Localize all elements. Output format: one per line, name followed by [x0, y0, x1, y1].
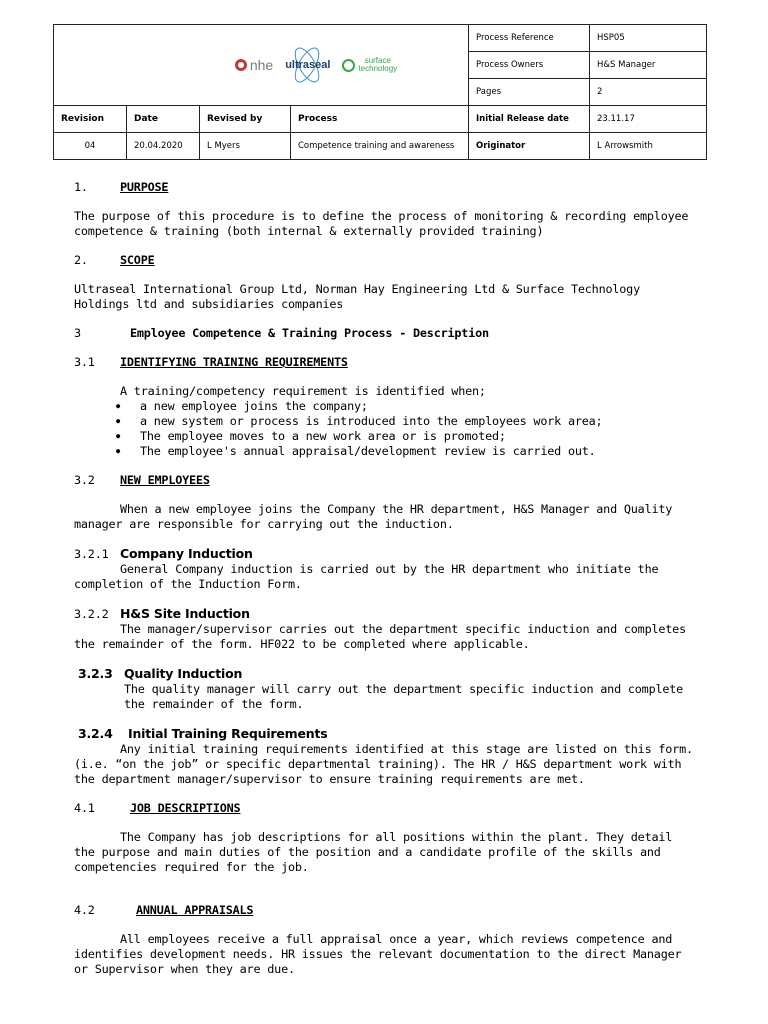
section-number: 3.2.1 — [74, 547, 109, 561]
list-item: ● The employee's annual appraisal/development review is carried out. — [140, 444, 694, 459]
surface-technology-logo-icon — [342, 59, 355, 72]
pages-value: 2 — [590, 79, 707, 106]
nhe-logo-icon — [235, 59, 247, 71]
section-title: H&S Site Induction — [120, 606, 250, 621]
section-2-heading — [74, 253, 694, 268]
section-number: 1. — [74, 180, 88, 194]
section-3-2-2-heading — [74, 606, 694, 622]
section-number: 4.1 — [74, 801, 95, 815]
process-header: Process — [291, 106, 469, 133]
section-number: 3.2.2 — [74, 607, 109, 621]
new-employees-text: When a new employee joins the Company the HR department, H&S Manager and Quality manager are responsible for carrying out the induction. — [74, 502, 673, 531]
section-title: PURPOSE — [120, 180, 169, 194]
company-induction-text: General Company induction is carried out by the HR department who initiate the completion of the Induction Form. — [74, 562, 659, 591]
section-number: 3.1 — [74, 355, 95, 369]
logo-cell — [54, 25, 469, 106]
section-3-2-1-heading — [74, 546, 694, 562]
document-header-table — [53, 24, 707, 160]
section-4-1-heading — [74, 801, 694, 816]
section-3-2-3-heading — [74, 666, 694, 682]
section-number: 3.2 — [74, 473, 95, 487]
initial-training-text: Any initial training requirements identified at this stage are listed on this form. (i.e. “on the job” or specific departmental training). The HR / H&S department work with the department manager/supervisor to ensure training requirements are met. — [74, 742, 693, 786]
section-title: ANNUAL APPRAISALS — [136, 903, 254, 917]
initial-release-label: Initial Release date — [469, 106, 590, 133]
scope-text: Ultraseal International Group Ltd, Norman Hay Engineering Ltd & Surface Technology Holdings ltd and subsidiaries companies — [74, 282, 640, 311]
revised-by-value: L Myers — [200, 133, 291, 160]
quality-induction-text: The quality manager will carry out the department specific induction and complete the remainder of the form. — [124, 682, 684, 711]
section-3-1-heading — [74, 355, 694, 370]
process-reference-value: HSP05 — [590, 25, 707, 52]
ultraseal-logo-text: ultraseal — [285, 59, 331, 71]
section-3-heading — [74, 326, 694, 341]
section-title: Initial Training Requirements — [128, 726, 328, 741]
list-item: ● The employee moves to a new work area or is promoted; — [140, 429, 694, 444]
requirement-list — [74, 399, 694, 459]
process-value: Competence training and awareness — [291, 133, 469, 160]
section-4-2-heading — [74, 903, 694, 918]
date-header: Date — [127, 106, 200, 133]
site-induction-text: The manager/supervisor carries out the department specific induction and completes the remainder of the form. HF022 to be completed where applicable. — [74, 622, 686, 651]
section-title: Company Induction — [120, 546, 253, 561]
initial-release-value: 23.11.17 — [590, 106, 707, 133]
revision-header: Revision — [54, 106, 127, 133]
nhe-logo-text: nhe — [249, 57, 274, 73]
surface-technology-logo — [342, 57, 397, 73]
section-3-2-heading — [74, 473, 694, 488]
date-value: 20.04.2020 — [127, 133, 200, 160]
section-number: 2. — [74, 253, 88, 267]
surface-logo-line1: surface — [364, 56, 391, 65]
ultraseal-logo — [283, 45, 332, 85]
section-number: 3.2.3 — [78, 666, 113, 681]
section-number: 3.2.4 — [78, 726, 113, 741]
job-descriptions-text: The Company has job descriptions for all positions within the plant. They detail the purpose and main duties of the position and a candidate profile of the skills and competencies required for the job. — [74, 830, 673, 874]
requirement-intro: A training/competency requirement is identified when; — [120, 384, 486, 398]
process-owners-label: Process Owners — [469, 52, 590, 79]
company-logos — [54, 26, 468, 104]
section-title: JOB DESCRIPTIONS — [130, 801, 241, 815]
originator-label: Originator — [469, 133, 590, 160]
revision-value: 04 — [54, 133, 127, 160]
process-owners-value: H&S Manager — [590, 52, 707, 79]
surface-logo-line2: technology — [358, 64, 398, 73]
purpose-text: The purpose of this procedure is to define the process of monitoring & recording employee competence & training (both internal & externally provided training) — [74, 209, 689, 238]
document-body — [74, 180, 694, 977]
section-number: 4.2 — [74, 903, 95, 917]
section-title: NEW EMPLOYEES — [120, 473, 210, 487]
section-title: SCOPE — [120, 253, 155, 267]
list-item: ● a new system or process is introduced into the employees work area; — [140, 414, 694, 429]
annual-appraisals-text: All employees receive a full appraisal once a year, which reviews competence and identifies development needs. HR issues the relevant documentation to the direct Manager or Supervisor when they are due. — [74, 932, 682, 976]
pages-label: Pages — [469, 79, 590, 106]
list-item: ● a new employee joins the company; — [140, 399, 694, 414]
revised-by-header: Revised by — [200, 106, 291, 133]
section-3-2-4-heading — [74, 726, 694, 742]
section-title: Employee Competence & Training Process - Description — [130, 326, 489, 340]
section-1-heading — [74, 180, 694, 195]
process-reference-label: Process Reference — [469, 25, 590, 52]
originator-value: L Arrowsmith — [590, 133, 707, 160]
section-title: IDENTIFYING TRAINING REQUIREMENTS — [120, 355, 348, 369]
nhe-logo — [235, 57, 273, 73]
section-number: 3 — [74, 326, 81, 340]
section-title: Quality Induction — [124, 666, 243, 681]
